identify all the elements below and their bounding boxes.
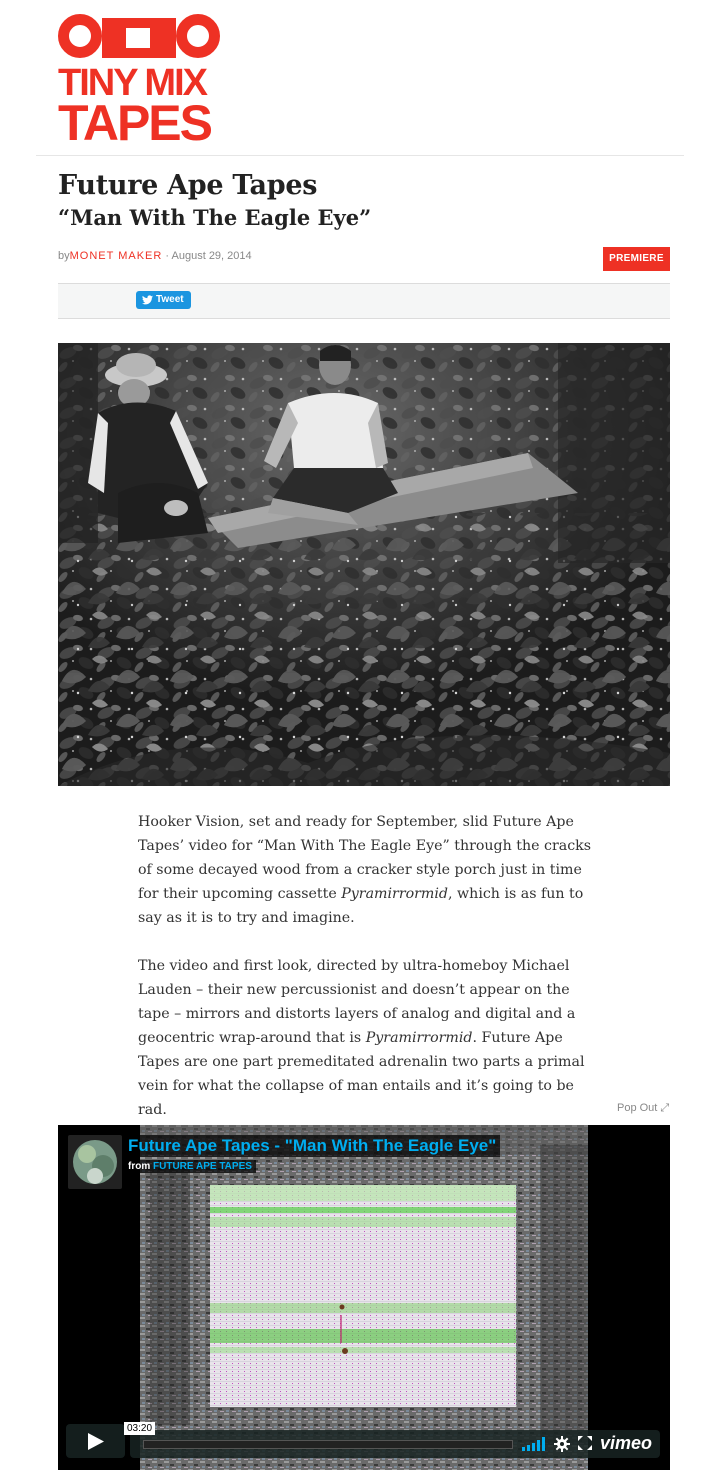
article-body [138, 810, 598, 1146]
video-player[interactable] [58, 1125, 670, 1470]
from-label: from [128, 1161, 151, 1172]
feature-photo [58, 343, 670, 786]
article-paragraph-1: Hooker Vision, set and ready for September, slid Future Ape Tapes’ video for “Man With The Eagle Eye” through the cracks of some decayed wood from a cracker style porch just in time for their upcoming cassette Pyramirrormid, which is as fun to say as it is to try and imagine. [138, 814, 592, 926]
channel-avatar-image [73, 1140, 117, 1184]
player-controls [130, 1430, 660, 1458]
byline [58, 250, 252, 262]
date-separator: · [165, 250, 170, 262]
fullscreen-icon[interactable] [578, 1436, 592, 1450]
byline-prefix: by [58, 250, 70, 262]
play-icon [88, 1433, 104, 1450]
publish-date: August 29, 2014 [171, 250, 252, 262]
vimeo-logo[interactable]: vimeo [600, 1433, 653, 1453]
tweet-label: Tweet [156, 294, 184, 305]
article-subtitle: “Man With The Eagle Eye” [58, 205, 372, 230]
logo-mark [58, 14, 222, 60]
twitter-bird-icon [142, 295, 153, 305]
channel-link[interactable]: FUTURE APE TAPES [153, 1161, 252, 1172]
article-paragraph-2: The video and first look, directed by ultra-homeboy Michael Lauden – their new percussionist and doesn’t appear on the tape – mirrors and distorts layers of analog and digital and a geocentric wrap-around that is Pyramirrormid. Future Ape Tapes are one part premeditated adrenalin two parts a primal vein for what the collapse of man entails and it’s going to be rad. [138, 958, 585, 1118]
tweet-button[interactable] [136, 291, 191, 309]
header-divider [36, 155, 684, 156]
article-title: Future Ape Tapes [58, 170, 318, 201]
play-button[interactable] [66, 1424, 125, 1458]
logo-text-line2: TAPES [58, 95, 211, 151]
logo-circle-left [58, 14, 102, 58]
logo-circle-right [176, 14, 220, 58]
site-logo[interactable] [58, 14, 222, 151]
feature-photo-image [58, 343, 670, 786]
channel-avatar[interactable] [68, 1135, 122, 1189]
video-title-link[interactable]: Future Ape Tapes - "Man With The Eagle Eye" [124, 1135, 500, 1157]
timecode-tooltip: 03:20 [124, 1422, 155, 1435]
video-frame[interactable] [140, 1125, 588, 1470]
video-channel-line [124, 1160, 256, 1173]
progress-bar[interactable] [143, 1440, 513, 1449]
logo-square [102, 18, 176, 58]
video-frame-image [140, 1125, 588, 1470]
settings-gear-icon[interactable] [554, 1436, 570, 1452]
share-bar [58, 283, 670, 319]
logo-text-line1: TINY MIX [58, 62, 206, 104]
pop-out-link[interactable]: Pop Out ⤢ [617, 1102, 670, 1114]
volume-icon[interactable] [522, 1437, 546, 1451]
author-link[interactable]: MONET MAKER [69, 250, 163, 262]
premiere-badge[interactable]: PREMIERE [603, 247, 670, 271]
